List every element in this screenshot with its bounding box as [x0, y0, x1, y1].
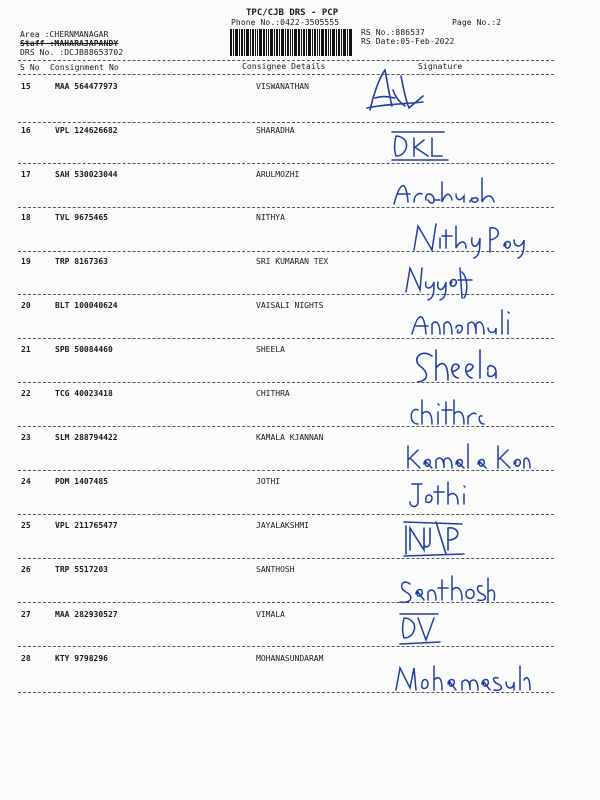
row-consignment-no: PDM 1407485 — [55, 477, 108, 486]
row-consignee: SHEELA — [256, 345, 285, 354]
row-sno: 26 — [21, 565, 31, 574]
page-number: Page No.:2 — [452, 18, 502, 27]
row-consignment-no: VPL 124626682 — [55, 126, 118, 135]
row-consignee: JOTHI — [256, 477, 281, 486]
row-sno: 27 — [21, 610, 31, 619]
row-consignment-no: MAA 282930527 — [55, 610, 118, 619]
row-consignment-no: VPL 211765477 — [55, 521, 118, 530]
row-sno: 19 — [21, 257, 31, 266]
column-header-consignee: Consignee Details — [242, 62, 326, 71]
row-divider — [18, 514, 554, 515]
row-consignee: SRI KUMARAN TEX — [256, 257, 329, 266]
row-consignment-no: SPB 50084460 — [55, 345, 113, 354]
rs-date: RS Date:05-Feb-2022 — [361, 37, 455, 46]
row-divider — [18, 122, 554, 123]
row-sno: 15 — [21, 82, 31, 91]
row-consignment-no: TRP 5517203 — [55, 565, 108, 574]
signature-image — [408, 304, 528, 340]
signature-image — [402, 262, 482, 302]
row-sno: 28 — [21, 654, 31, 663]
table-row — [0, 82, 600, 126]
header-divider-bottom — [18, 74, 554, 75]
row-consignee: VAISALI NIGHTS — [256, 301, 324, 310]
signature-image — [410, 218, 530, 260]
sheet-title: TPC/CJB DRS - PCP — [246, 8, 339, 18]
header-divider-top — [18, 60, 554, 61]
row-divider — [18, 558, 554, 559]
row-consignee: JAYALAKSHMI — [256, 521, 309, 530]
row-consignment-no: KTY 9798296 — [55, 654, 108, 663]
signature-image — [404, 440, 534, 474]
signature-image — [402, 518, 472, 558]
row-sno: 16 — [21, 126, 31, 135]
signature-image — [406, 396, 496, 430]
column-header-signature: Signature — [418, 62, 463, 71]
signature-image — [392, 662, 532, 694]
row-consignment-no: BLT 100040624 — [55, 301, 118, 310]
table-row — [0, 610, 600, 654]
column-header-consignment: Consignment No — [50, 63, 119, 72]
row-sno: 20 — [21, 301, 31, 310]
row-sno: 21 — [21, 345, 31, 354]
signature-image — [410, 346, 510, 386]
row-sno: 22 — [21, 389, 31, 398]
drs-number: DRS No. :DCJB88653702 — [20, 48, 124, 57]
row-sno: 24 — [21, 477, 31, 486]
row-consignment-no: TVL 9675465 — [55, 213, 108, 222]
row-sno: 23 — [21, 433, 31, 442]
signature-image — [390, 172, 500, 212]
signature-image — [398, 610, 444, 648]
signature-image — [388, 128, 452, 162]
area-label: Area :CHERNMANAGAR — [20, 30, 109, 39]
row-consignee: VISWANATHAN — [256, 82, 309, 91]
row-consignee: SHARADHA — [256, 126, 295, 135]
row-sno: 25 — [21, 521, 31, 530]
row-divider — [18, 646, 554, 647]
row-sno: 17 — [21, 170, 31, 179]
phone-number: Phone No.:0422-3505555 — [231, 18, 340, 27]
row-consignee: NITHYA — [256, 213, 285, 222]
row-consignee: ARULMOZHI — [256, 170, 300, 179]
row-consignment-no: MAA 564477973 — [55, 82, 118, 91]
row-sno: 18 — [21, 213, 31, 222]
staff-label: Staff :MAHARAJAPANDY — [20, 39, 119, 48]
row-consignee: MOHANASUNDARAM — [256, 654, 324, 663]
row-consignment-no: TRP 8167363 — [55, 257, 108, 266]
signature-image — [345, 66, 435, 118]
barcode-image — [230, 29, 352, 56]
signature-image — [406, 478, 476, 512]
rs-number: RS No.:886537 — [361, 28, 425, 37]
row-consignment-no: SAH 530023044 — [55, 170, 118, 179]
row-consignee: CHITHRA — [256, 389, 290, 398]
row-divider — [18, 163, 554, 164]
row-consignee: VIMALA — [256, 610, 285, 619]
column-header-sno: S No — [20, 63, 40, 72]
signature-image — [396, 572, 496, 610]
row-consignment-no: TCG 40023418 — [55, 389, 113, 398]
row-consignee: KAMALA KJANNAN — [256, 433, 324, 442]
row-consignee: SANTHOSH — [256, 565, 295, 574]
row-consignment-no: SLM 288794422 — [55, 433, 118, 442]
